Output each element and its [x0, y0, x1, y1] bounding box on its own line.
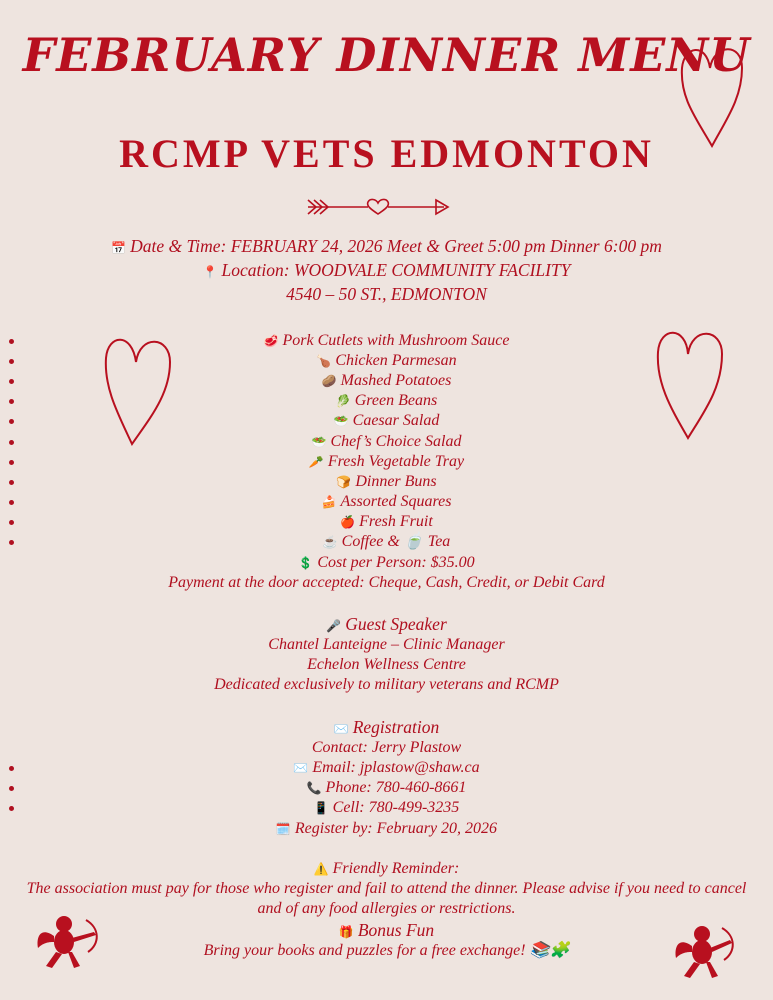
dollar-icon: 💲 — [298, 556, 314, 570]
speaker-org: Echelon Wellness Centre — [307, 656, 466, 673]
registration-contact: Contact: Jerry Plastow — [311, 739, 462, 756]
speaker-name: Chantel Lanteigne – Clinic Manager — [268, 636, 505, 653]
speaker-desc: Dedicated exclusively to military veterans and RCMP — [214, 676, 559, 693]
list-item: ☕ Coffee & 🍵 Tea — [322, 533, 451, 550]
gift-icon: 🎁 — [338, 925, 354, 939]
list-item: 🍎 Fresh Fruit — [340, 513, 433, 530]
registration-deadline: 🗓️ Register by: February 20, 2026 — [275, 820, 498, 837]
bonus-heading: 🎁 Bonus Fun — [338, 920, 435, 940]
page-title: FEBRUARY DINNER MENU — [22, 28, 751, 82]
calendar-icon: 🗓️ — [275, 822, 291, 836]
calendar-icon: 📅 — [111, 241, 127, 255]
warning-icon: ⚠️ — [313, 862, 329, 876]
contact-phone: 📞 Phone: 780-460-8661 — [306, 779, 467, 796]
list-item: 🍰 Assorted Squares — [321, 493, 452, 510]
mobile-icon: 📱 — [313, 801, 329, 815]
list-item: 🥗 Chef’s Choice Salad — [311, 433, 462, 450]
heart-icon — [676, 38, 748, 150]
payment-info: Payment at the door accepted: Cheque, Cash, Credit, or Debit Card — [168, 574, 605, 591]
arrow-heart-icon — [306, 196, 452, 218]
reminder-heading: ⚠️ Friendly Reminder: — [313, 860, 460, 877]
list-item: 🥩 Pork Cutlets with Mushroom Sauce — [263, 332, 510, 349]
list-item: 🥬 Green Beans — [335, 392, 438, 409]
event-location: 📍 Location: WOODVALE COMMUNITY FACILITY — [202, 260, 571, 280]
bonus-text: Bring your books and puzzles for a free exchange! 📚🧩 — [203, 942, 570, 959]
envelope-icon: ✉️ — [333, 722, 349, 736]
event-date-time: 📅 Date & Time: FEBRUARY 24, 2026 Meet & Greet 5:00 pm Dinner 6:00 pm — [111, 236, 662, 256]
list-item: 🥕 Fresh Vegetable Tray — [308, 453, 465, 470]
list-item: 🥗 Caesar Salad — [333, 412, 440, 429]
list-item: 🍗 Chicken Parmesan — [316, 352, 457, 369]
reminder-text: The association must pay for those who register and fail to attend the dinner. Please advise if you need to cancel and of any food allergies or restrictions. — [26, 880, 747, 917]
organization-title: RCMP VETS EDMONTON — [119, 131, 654, 176]
pin-icon: 📍 — [202, 265, 218, 279]
list-item: 🥔 Mashed Potatoes — [321, 372, 452, 389]
speaker-heading: 🎤 Guest Speaker — [326, 614, 447, 634]
cost-per-person: 💲 Cost per Person: $35.00 — [298, 554, 475, 571]
contact-email: ✉️ Email: jplastow@shaw.ca — [293, 759, 480, 776]
contact-cell: 📱 Cell: 780-499-3235 — [313, 799, 460, 816]
phone-icon: 📞 — [306, 781, 322, 795]
registration-heading: ✉️ Registration — [333, 717, 440, 737]
list-item: 🍞 Dinner Buns — [336, 473, 437, 490]
envelope-icon: ✉️ — [293, 761, 309, 775]
event-address: 4540 – 50 ST., EDMONTON — [286, 284, 487, 304]
microphone-icon: 🎤 — [326, 619, 342, 633]
